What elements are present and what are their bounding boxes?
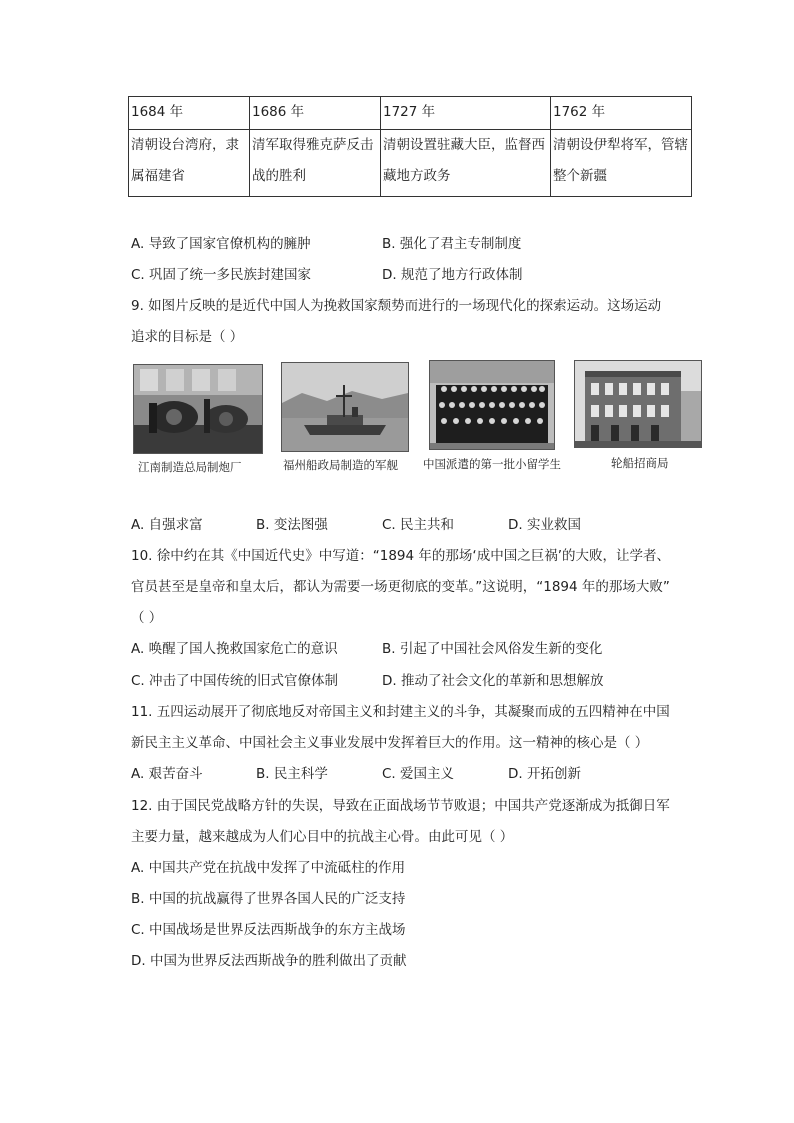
table-cell-event xyxy=(381,130,551,197)
table-cell-year: 1762 年 xyxy=(551,97,692,130)
q9-stem-line: 追求的目标是（ ） xyxy=(131,329,244,345)
photo-caption: 福州船政局制造的军舰 xyxy=(283,458,398,472)
photo-caption: 轮船招商局 xyxy=(611,456,669,470)
q10-option-c[interactable]: C. 冲击了中国传统的旧式官僚体制 xyxy=(131,673,339,689)
q11-stem-line: 11. 五四运动展开了彻底地反对帝国主义和封建主义的斗争，其凝聚而成的五四精神在中国 xyxy=(131,704,670,720)
q9-option-a[interactable]: A. 自强求富 xyxy=(131,517,203,533)
event-text-line: 属福建省 xyxy=(131,168,185,184)
event-text-line: 整个新疆 xyxy=(553,168,607,184)
merchants-building-photo xyxy=(574,360,702,448)
event-text-line: 藏地方政务 xyxy=(383,168,451,184)
arsenal-workshop-photo xyxy=(133,364,263,454)
q10-option-a[interactable]: A. 唤醒了国人挽救国家危亡的意识 xyxy=(131,641,338,657)
q9-option-c[interactable]: C. 民主共和 xyxy=(382,517,455,533)
table-header-row xyxy=(129,97,692,130)
students-group-photo xyxy=(429,360,555,450)
warship-photo xyxy=(281,362,409,452)
q9-option-d[interactable]: D. 实业救国 xyxy=(508,517,581,533)
photo-caption: 中国派遣的第一批小留学生 xyxy=(423,457,561,471)
event-text-line: 清朝设置驻藏大臣，监督西 xyxy=(383,137,545,153)
q10-stem-line: （ ） xyxy=(131,610,163,626)
q8-option-b[interactable]: B. 强化了君主专制制度 xyxy=(382,236,522,252)
q12-stem-line: 主要力量，越来越成为人们心目中的抗战主心骨。由此可见（ ） xyxy=(131,829,514,845)
q12-option-c[interactable]: C. 中国战场是世界反法西斯战争的东方主战场 xyxy=(131,922,406,938)
q11-stem-line: 新民主主义革命、中国社会主义事业发展中发挥着巨大的作用。这一精神的核心是（ ） xyxy=(131,735,649,751)
event-text-line: 战的胜利 xyxy=(252,168,306,184)
q12-stem-line: 12. 由于国民党战略方针的失误，导致在正面战场节节败退；中国共产党逐渐成为抵御日军 xyxy=(131,798,670,814)
table-row xyxy=(129,130,692,197)
table-cell-year: 1686 年 xyxy=(250,97,381,130)
event-text-line: 清军取得雅克萨反击 xyxy=(252,137,374,153)
q10-option-d[interactable]: D. 推动了社会文化的革新和思想解放 xyxy=(382,673,604,689)
table-cell-event xyxy=(250,130,381,197)
event-text-line: 清朝设伊犁将军，管辖 xyxy=(553,137,688,153)
q11-option-b[interactable]: B. 民主科学 xyxy=(256,766,328,782)
q11-option-a[interactable]: A. 艰苦奋斗 xyxy=(131,766,203,782)
q12-option-a[interactable]: A. 中国共产党在抗战中发挥了中流砥柱的作用 xyxy=(131,860,406,876)
q11-option-d[interactable]: D. 开拓创新 xyxy=(508,766,581,782)
table-cell-year: 1727 年 xyxy=(381,97,551,130)
q8-option-d[interactable]: D. 规范了地方行政体制 xyxy=(382,267,523,283)
q8-option-a[interactable]: A. 导致了国家官僚机构的臃肿 xyxy=(131,236,311,252)
history-timeline-table xyxy=(128,96,692,197)
table-cell-event xyxy=(551,130,692,197)
table-cell-event xyxy=(129,130,250,197)
q11-option-c[interactable]: C. 爱国主义 xyxy=(382,766,455,782)
photo-caption: 江南制造总局制炮厂 xyxy=(138,460,242,474)
q10-stem-line: 官员甚至是皇帝和皇太后，都认为需要一场更彻底的变革。”这说明，“1894 年的那场大败” xyxy=(131,579,670,595)
q10-stem-line: 10. 徐中约在其《中国近代史》中写道：“1894 年的那场‘成中国之巨祸’的大败，让学者、 xyxy=(131,548,670,564)
q8-option-c[interactable]: C. 巩固了统一多民族封建国家 xyxy=(131,267,312,283)
q9-stem-line: 9. 如图片反映的是近代中国人为挽救国家颓势而进行的一场现代化的探索运动。这场运动 xyxy=(131,298,662,314)
q12-option-d[interactable]: D. 中国为世界反法西斯战争的胜利做出了贡献 xyxy=(131,953,407,969)
q10-option-b[interactable]: B. 引起了中国社会风俗发生新的变化 xyxy=(382,641,603,657)
table-cell-year: 1684 年 xyxy=(129,97,250,130)
q12-option-b[interactable]: B. 中国的抗战赢得了世界各国人民的广泛支持 xyxy=(131,891,406,907)
event-text-line: 清朝设台湾府，隶 xyxy=(131,137,239,153)
q9-option-b[interactable]: B. 变法图强 xyxy=(256,517,328,533)
